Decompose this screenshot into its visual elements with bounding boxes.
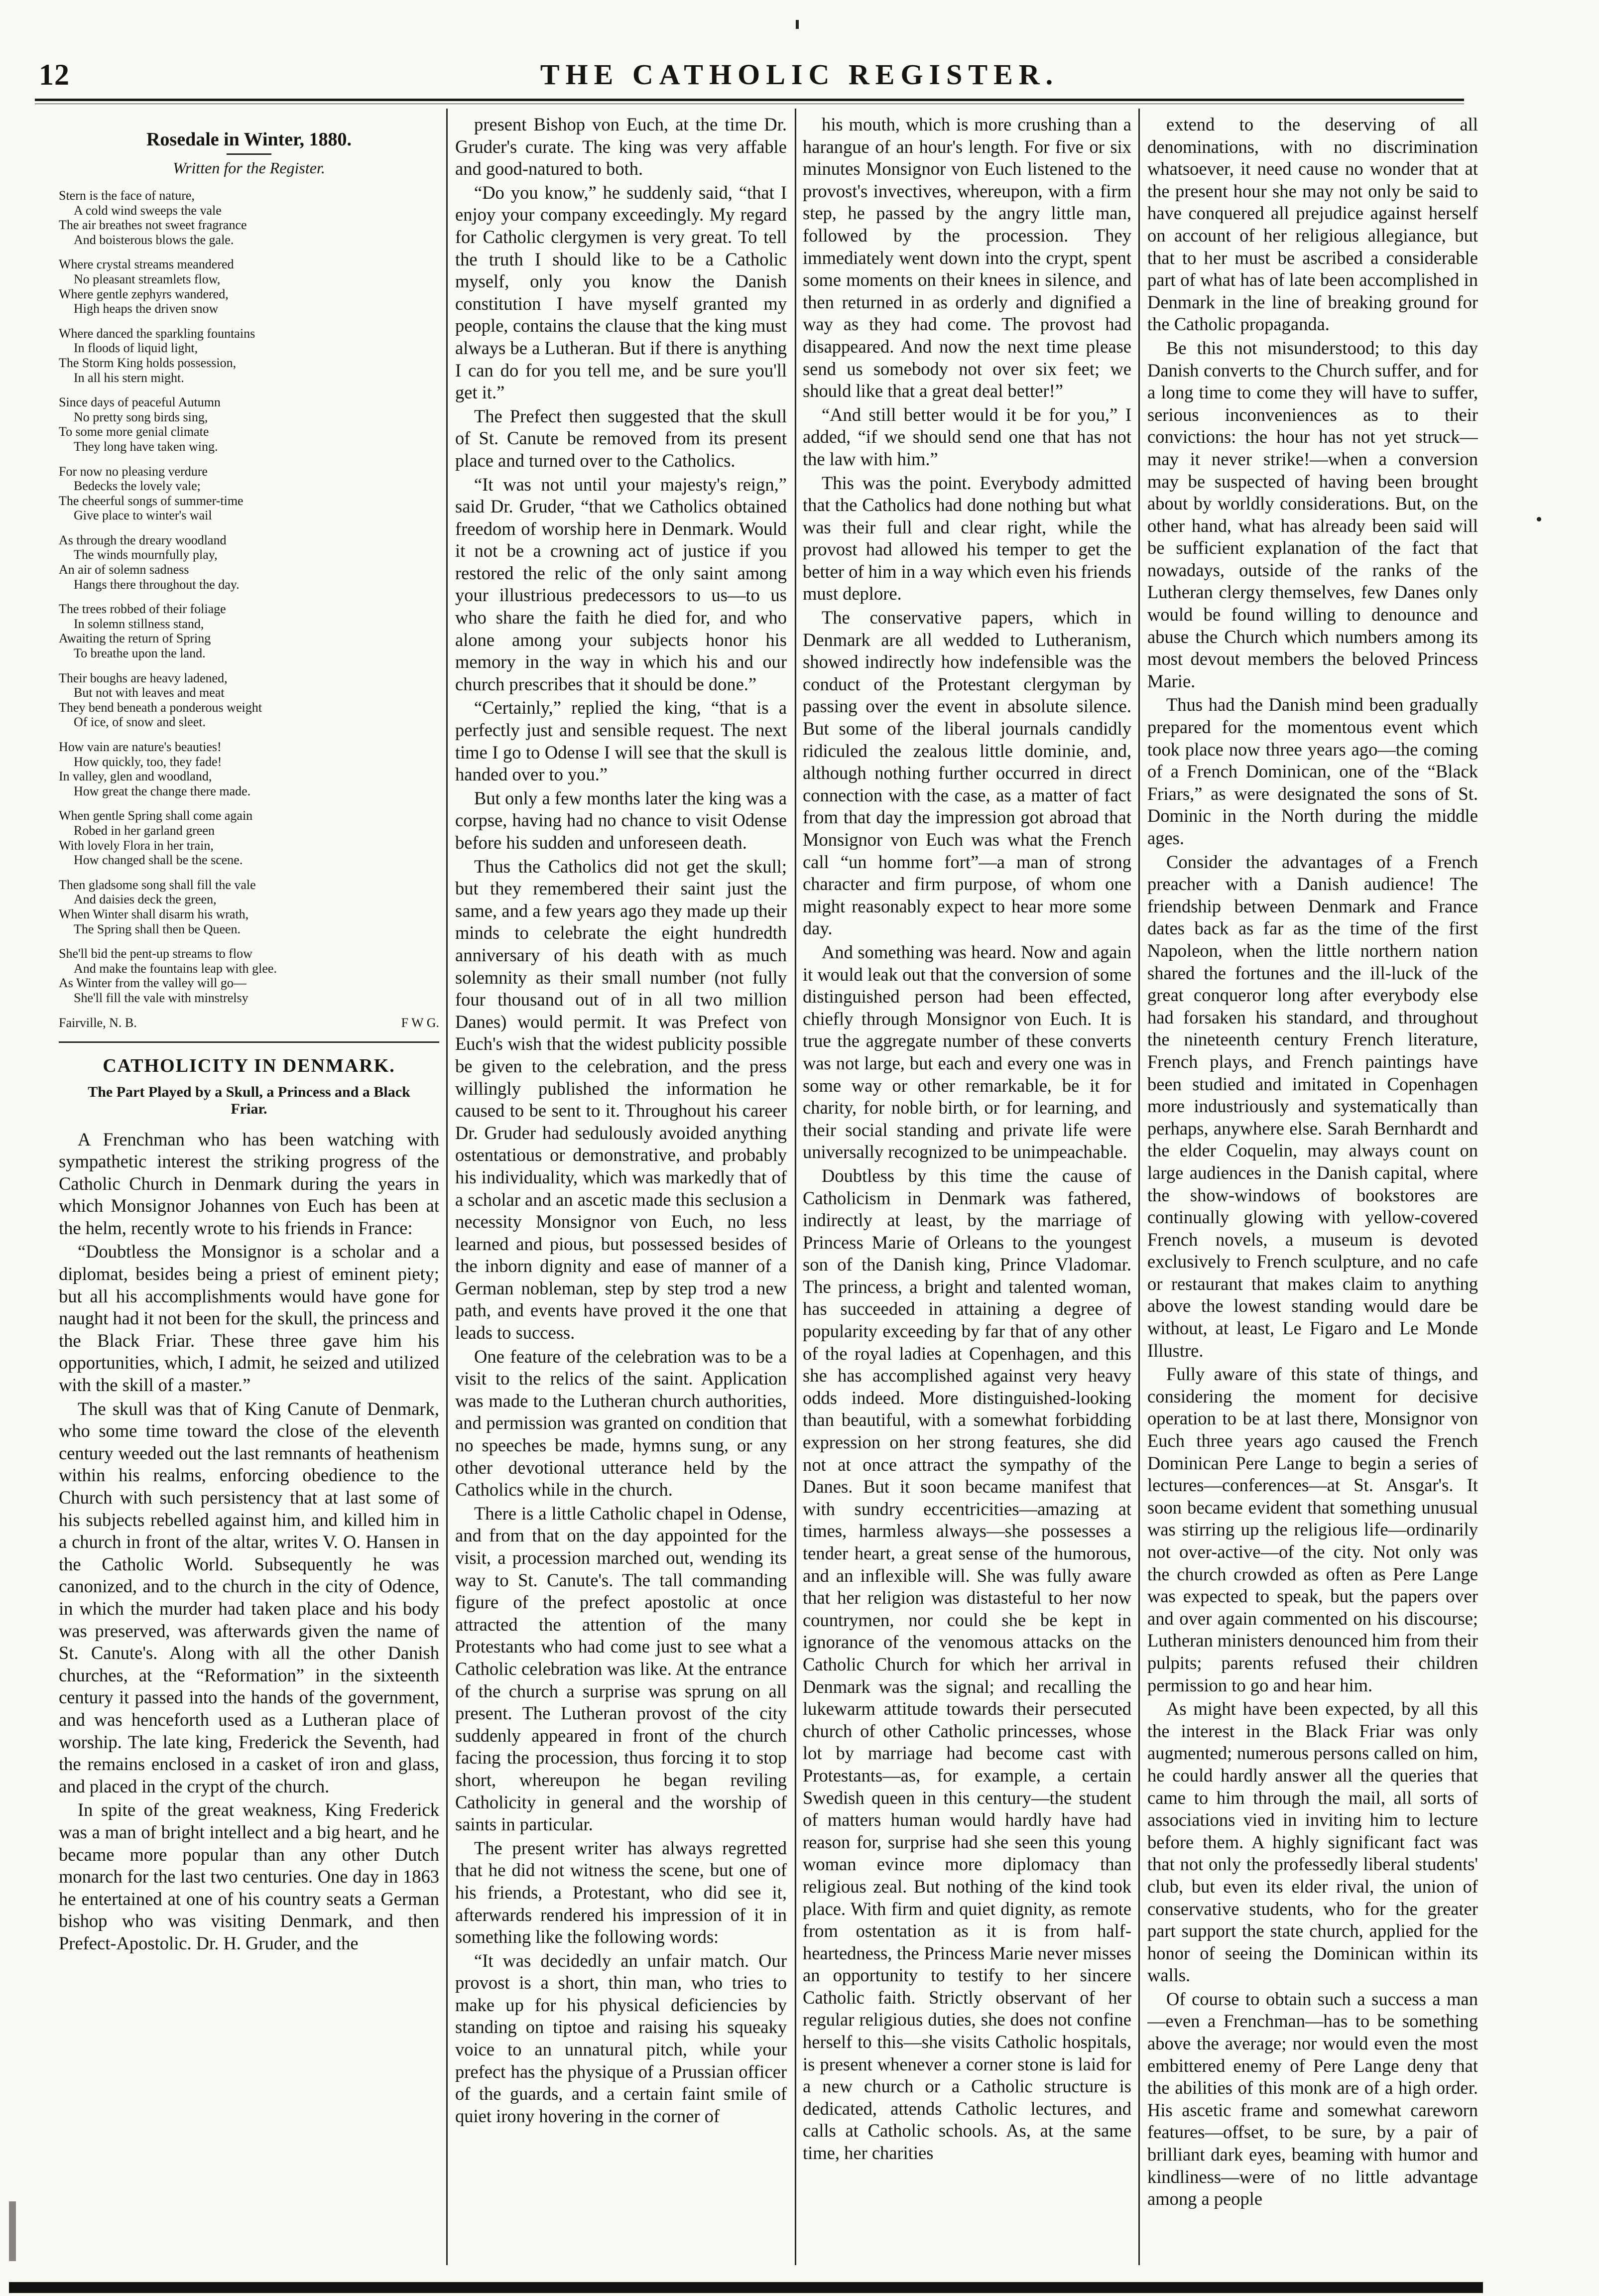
column-1 <box>59 114 439 2275</box>
poem-line: As Winter from the valley will go— <box>59 976 246 991</box>
poem-stanza <box>59 878 439 936</box>
poem-line: Give place to winter's wail <box>74 508 212 523</box>
poem-line: The trees robbed of their foliage <box>59 602 226 617</box>
poem-line: How changed shall be the scene. <box>74 853 243 868</box>
poem-body <box>59 188 439 1006</box>
poem-line: She'll bid the pent-up streams to flow <box>59 946 252 961</box>
poem-stanza <box>59 533 439 592</box>
poem-line: No pleasant streamlets flow, <box>74 271 221 286</box>
poem-line: Where danced the sparkling fountains <box>59 326 255 341</box>
article-paragraph: “It was not until your majesty's reign,” said Dr. Gruder, “that we Catholics obtained freedom of worship here in Denmark. Would it not be a crowning act of justice if you restored the relic of the only saint among your illustrious predecessors to us—to us who share the faith he died for, and who alone among your subjects honor his memory in the way in which his and our church prescribes that it should be done.” <box>455 474 787 694</box>
article-paragraph: present Bishop von Euch, at the time Dr. Gruder's curate. The king was very affable and good-natured to both. <box>455 114 787 179</box>
poem-line: In all his stern might. <box>74 370 184 385</box>
article-paragraph: In spite of the great weakness, King Frederick was a man of bright intellect and a big heart, and he became more popular than any other Dutch monarch for the last two centuries. One day in 1863 he entertained at one of his country seats a German bishop who was visiting Denmark, and then Prefect-Apostolic. Dr. H. Gruder, and the <box>59 1799 439 1953</box>
poem-line: Where crystal streams meandered <box>59 257 234 272</box>
poem-line: The air breathes not sweet fragrance <box>59 218 247 233</box>
poem-line: But not with leaves and meat <box>74 685 225 700</box>
poem-line: And boisterous blows the gale. <box>74 232 234 247</box>
article-paragraph: his mouth, which is more crushing than a harangue of an hour's length. For five or six minutes Monsignor von Euch listened to the provost's invectives, whereupon, with a firm step, he passed by the angry little man, followed by the procession. They immediately went down into the crypt, spent some moments on their knees in silence, and then returned in as orderly and dignified a way as they had come. The provost had disappeared. And now the next time please send us somebody not over six feet; we should like that a great deal better!” <box>803 114 1131 401</box>
poem-line: The cheerful songs of summer-time <box>59 493 244 508</box>
section-rule <box>59 1041 439 1043</box>
article-column-body <box>1147 114 1478 2210</box>
article-paragraph: And something was heard. Now and again it would leak out that the conversion of some distinguished person had been effected, chiefly through Monsignor von Euch. It is true the aggregate number of these converts was not large, but each and every one was in some way or other remarkable, be it for charity, for noble birth, or for learning, and their social standing and private life were universally recognized to be unimpeachable. <box>803 941 1131 1162</box>
article-paragraph: “Certainly,” replied the king, “that is a perfectly just and sensible request. The next time I go to Odense I will see that the skull is handed over to you.” <box>455 697 787 785</box>
poem-line: An air of solemn sadness <box>59 562 189 577</box>
poem-line: How great the change there made. <box>74 783 251 798</box>
column-rule <box>795 109 796 2265</box>
bottom-bleed-bar <box>9 2282 1483 2293</box>
article-paragraph: Thus had the Danish mind been gradually prepared for the momentous event which took place now three years ago—the coming of a French Dominican, one of the “Black Friars,” as were designated the sons of St. Dominic in the North during the middle ages. <box>1147 694 1478 848</box>
article-paragraph: Fully aware of this state of things, and considering the moment for decisive operation to be at last there, Monsignor von Euch three years ago caused the French Dominican Pere Lange to begin a series of lectures—conferences—at St. Ansgar's. It soon became evident that something unusual was stirring up the religious life—ordinarily not over-active—of the city. Not only was the church crowded as often as Pere Lange was expected to speak, but the papers over and over again commented on his discourse; Lutheran ministers denounced him from their pulpits; parents refused their children permission to go and hear him. <box>1147 1364 1478 1695</box>
masthead-rule <box>35 99 1464 101</box>
poem-line: Stern is the face of nature, <box>59 188 195 203</box>
article-paragraph: The conservative papers, which in Denmark are all wedded to Lutheranism, showed indirectly how indefensible was the conduct of the Protestant clergyman by passing over the event in absolute silence. But some of the liberal journals candidly ridiculed the zealous little dominie, and, although nothing further occurred in direct connection with the case, as a matter of fact from that day the impression got abroad that Monsignor von Euch was what the French call “un homme fort”—a man of strong character and firm purpose, of whom one might reasonably expect to hear more some day. <box>803 607 1131 939</box>
article-paragraph: “Do you know,” he suddenly said, “that I enjoy your company exceedingly. My regard for Catholic clergymen is very great. To tell the truth I should like to be a Catholic myself, only you know the Danish constitution I have myself granted my people, contains the clause that the king must always be a Lutheran. But if there is anything I can do for you tell me, and be sure you'll get it.” <box>455 182 787 403</box>
poem-line: To breathe upon the land. <box>74 646 206 661</box>
poem-stanza <box>59 257 439 316</box>
poem-line: Of ice, of snow and sleet. <box>74 715 206 730</box>
article-paragraph: The skull was that of King Canute of Denmark, who some time toward the close of the eleventh century weeded out the last remnants of heathenism within his realms, enforcing obedience to the Church with such persistency that at last some of his subjects rebelled against him, and killed him in a church in front of the altar, writes V. O. Hansen in the Catholic World. Subsequently he was canonized, and to the church in the city of Odence, in which the murder had taken place and his body was preserved, was afterwards given the name of St. Canute's. Along with all the other Danish churches, at the “Reformation” in the sixteenth century it passed into the hands of the government, and was henceforth used as a Lutheran place of worship. The late king, Frederick the Seventh, had the remains enclosed in a casket of iron and glass, and placed in the crypt of the church. <box>59 1398 439 1796</box>
poem-line: Awaiting the return of Spring <box>59 631 211 646</box>
page-edge-smudge <box>9 2201 16 2261</box>
article-paragraph: Doubtless by this time the cause of Catholicism in Denmark was fathered, indirectly at least, by the marriage of Princess Marie of Orleans to the youngest son of the Danish king, Prince Vladomar. The princess, a bright and talented woman, has succeeded in attaining a degree of popularity exceeding by far that of any other of the royal ladies at Copenhagen, and this she has accomplished against very heavy odds indeed. More distinguished-looking than beautiful, with a somewhat forbidding expression on her strong features, she did not at once attract the sympathy of the Danes. But it soon became manifest that with sundry eccentricities—amazing at times, harmless always—she possesses a tender heart, a great sense of the humorous, and an inflexible will. She was fully aware that her religion was distasteful to her now countrymen, nor could she be kept in ignorance of the venomous attacks on the Catholic Church for which her arrival in Denmark was the signal; and recalling the lukewarm attitude towards their persecuted church of other Catholic princesses, whose lot by marriage had become cast with Protestants—as, for example, a certain Swedish queen in this century—the student of matters human would hardly have had reason for, surprise had she seen this young woman evince more diplomacy than religious zeal. But nothing of the kind took place. With firm and quiet dignity, as remote from ostentation as it is from half-heartedness, the Princess Marie never misses an opportunity to testify to her sincere Catholic faith. Strictly observant of her regular religious duties, she does not confine herself to this—she visits Catholic hospitals, is present whenever a corner stone is laid for a new church or a Catholic structure is dedicated, attends Catholic lectures, and calls at Catholic schools. As, at the same time, her charities <box>803 1165 1131 2164</box>
poem-line: The Storm King holds possession, <box>59 355 237 370</box>
poem-line: For now no pleasing verdure <box>59 464 208 479</box>
article-paragraph: Be this not misunderstood; to this day Danish converts to the Church suffer, and for a long time to come they will have to suffer, serious inconveniences as to their convictions: the hour has not yet struck—may it never strike!—when a conversion may be suspected of having been brought about by worldly considerations. But, on the other hand, what has already been said will be sufficient explanation of the fact that nowadays, outside of the ranks of the Lutheran clergy themselves, few Danes only would be found willing to denounce and abuse the Church which numbers among its most devout members the beloved Princess Marie. <box>1147 337 1478 691</box>
poem-stanza <box>59 464 439 523</box>
poem-line: How quickly, too, they fade! <box>74 754 222 769</box>
poem-stanza <box>59 602 439 660</box>
column-2 <box>455 114 787 2275</box>
poem-line: And daisies deck the green, <box>74 892 217 907</box>
article-paragraph: Consider the advantages of a French preacher with a Danish audience! The friendship between Denmark and France dates back as far as the time of the first Napoleon, when the little northern nation shared the fortunes and the ill-luck of the great conqueror long after everybody else had forsaken his standard, and throughout the nineteenth century French literature, French plays, and French paintings have been studied and imitated in Copenhagen more industriously and systematically than perhaps, anywhere else. Sarah Bernhardt and the elder Coquelin, may always count on large audiences in the Danish capital, where the show-windows of bookstores are continually glowing with yellow-covered French novels, a museum is devoted exclusively to French sculpture, and no cafe or restaurant that makes claim to anything above the lowest standing would dare be without, at least, Le Figaro and Le Monde Illustre. <box>1147 851 1478 1361</box>
article-subtitle: The Part Played by a Skull, a Princess and a Black Friar. <box>88 1083 410 1117</box>
article-paragraph: The Prefect then suggested that the skull of St. Canute be removed from its present place and turned over to the Catholics. <box>455 405 787 471</box>
poem-line: When gentle Spring shall come again <box>59 808 253 823</box>
article-paragraph: “It was decidedly an unfair match. Our provost is a short, thin man, who tries to make up for his physical deficiencies by standing on tiptoe and raising his squeaky voice to an unnatural pitch, while your prefect has the physique of a Prussian officer of the guards, and a certain faint smile of quiet irony hovering in the corner of <box>455 1950 787 2126</box>
poem-line: Hangs there throughout the day. <box>74 577 240 592</box>
poem-line: The Spring shall then be Queen. <box>74 921 241 936</box>
article-column-body <box>59 1129 439 1955</box>
poem-stanza <box>59 326 439 385</box>
poem-subtitle: Written for the Register. <box>173 159 325 177</box>
poem-signature <box>59 1016 439 1030</box>
poem-line: A cold wind sweeps the vale <box>74 203 222 218</box>
poem-line: In valley, glen and woodland, <box>59 769 212 784</box>
article-paragraph: “And still better would it be for you,” I added, “if we should send one that has not the law with him.” <box>803 404 1131 469</box>
poem-line: The winds mournfully play, <box>74 547 218 562</box>
article-title: CATHOLICITY IN DENMARK. <box>103 1055 395 1076</box>
article-paragraph: The present writer has always regretted that he did not witness the scene, but one of his friends, a Protestant, who did see it, afterwards rendered his impression of it in something like the following words: <box>455 1837 787 1947</box>
poem-line: In solemn stillness stand, <box>74 616 204 631</box>
article-paragraph: One feature of the celebration was to be a visit to the relics of the saint. Application was made to the Lutheran church authorities, and permission was granted on condition that no speeches be made, hymns sung, or any other devotional utterance held by the Catholics while in the church. <box>455 1346 787 1500</box>
article-paragraph: “Doubtless the Monsignor is a scholar and a diplomat, besides being a priest of eminent piety; but all his accomplishments would have gone for naught had it not been for the skull, the princess and the Black Friar. These three gave him his opportunities, which, I admit, he seized and utilized with the skill of a master.” <box>59 1241 439 1396</box>
article-paragraph: A Frenchman who has been watching with sympathetic interest the striking progress of the Catholic Church in Denmark during the years in which Monsignor Johannes von Euch has been at the helm, recently wrote to his friends in France: <box>59 1129 439 1238</box>
poem-line: Then gladsome song shall fill the vale <box>59 877 256 892</box>
article-paragraph: Thus the Catholics did not get the skull; but they remembered their saint just the same, and a few years ago they made up their minds to celebrate the eight hundredth anniversary of his death with as much solemnity as their small number (not fully four thousand out of in all two million Danes) would permit. It was Prefect von Euch's wish that the widest publicity possible be given to the celebration, and the press willingly published the information he caused to be sent to it. Throughout his career Dr. Gruder had sedulously avoided anything ostentatious or demonstrative, and probably his individuality, which was markedly that of a scholar and an ascetic made this seclusion a necessity Monsignor von Euch, no less learned and pious, but possessed besides of the inborn dignity and ease of manner of a German nobleman, step by step trod a new path, and events have proved it the one that leads to success. <box>455 856 787 1343</box>
poem-stanza <box>59 395 439 454</box>
poem-line: Where gentle zephyrs wandered, <box>59 286 229 301</box>
poem-place: Fairville, N. B. <box>59 1015 137 1030</box>
poem-line: To some more genial climate <box>59 424 209 439</box>
masthead-title: THE CATHOLIC REGISTER. <box>540 58 1059 91</box>
article-column-body <box>803 114 1131 2165</box>
poem-line: They bend beneath a ponderous weight <box>59 700 262 715</box>
page-number: 12 <box>39 58 70 91</box>
poem-line: And make the fountains leap with glee. <box>74 961 277 976</box>
poem-line: In floods of liquid light, <box>74 341 198 356</box>
poem-stanza <box>59 946 439 1005</box>
article-paragraph: extend to the deserving of all denominations, with no discrimination whatsoever, it need cause no wonder that at the present hour she may not only be said to have conquered all prejudice against herself on account of her religious allegiance, but that to her must be ascribed a considerable part of what has of late been accomplished in Denmark in the line of breaking ground for the Catholic propaganda. <box>1147 114 1478 335</box>
column-3 <box>803 114 1131 2275</box>
poem-line: How vain are nature's beauties! <box>59 740 222 754</box>
column-4 <box>1147 114 1478 2275</box>
article-paragraph: But only a few months later the king was a corpse, having had no chance to visit Odense before his sudden and unforeseen death. <box>455 787 787 853</box>
article-paragraph: This was the point. Everybody admitted that the Catholics had done nothing but what was their full and clear right, while the provost had allowed his temper to get the better of him in a way which even his friends must deplore. <box>803 472 1131 604</box>
article-paragraph: There is a little Catholic chapel in Odense, and from that on the day appointed for the visit, a procession marched out, wending its way to St. Canute's. The tall commanding figure of the prefect apostolic at once attracted the attention of the many Protestants who had come just to see what a Catholic celebration was like. At the entrance of the church a surprise was sprung on all present. The Lutheran provost of the city suddenly appeared in front of the church facing the procession, thus forcing it to stop short, whereupon he began reviling Catholicity in general and the worship of saints in particular. <box>455 1503 787 1835</box>
poem-stanza <box>59 671 439 730</box>
ink-speck <box>1537 517 1541 521</box>
poem-line: Bedecks the lovely vale; <box>74 479 201 494</box>
column-rule <box>446 109 448 2265</box>
poem-initials: F W G. <box>401 1015 439 1030</box>
top-mark <box>796 20 799 29</box>
poem-line: They long have taken wing. <box>74 439 218 454</box>
poem-title: Rosedale in Winter, 1880. <box>146 129 352 150</box>
article-paragraph: Of course to obtain such a success a man—even a Frenchman—has to be something above the average; nor would even the most embittered enemy of Pere Lange deny that the abilities of this monk are of a high order. His ascetic frame and somewhat careworn features—offset, to be sure, by a pair of brilliant dark eyes, beaming with humor and kindliness—were of no little advantage among a people <box>1147 1988 1478 2209</box>
poem-title-rule <box>227 153 271 155</box>
article-paragraph: As might have been expected, by all this the interest in the Black Friar was only augmented; numerous persons called on him, he could hardly answer all the queries that came to him through the mail, all sorts of associations vied in inviting him to lecture before them. A highly significant fact was that not only the professedly liberal students' club, but even its elder rival, the union of conservative students, who for the greater part support the state church, applied for the honor of seeing the Dominican within its walls. <box>1147 1698 1478 1986</box>
poem-line: When Winter shall disarm his wrath, <box>59 906 249 921</box>
poem-line: She'll fill the vale with minstrelsy <box>74 990 248 1005</box>
poem-line: Since days of peaceful Autumn <box>59 395 221 410</box>
poem-line: High heaps the driven snow <box>74 301 219 316</box>
poem-line: With lovely Flora in her train, <box>59 838 214 853</box>
poem-stanza <box>59 740 439 798</box>
poem-line: Their boughs are heavy ladened, <box>59 670 228 685</box>
poem-line: As through the dreary woodland <box>59 532 227 547</box>
poem-line: No pretty song birds sing, <box>74 409 208 424</box>
poem-line: Robed in her garland green <box>74 823 215 838</box>
column-rule <box>1138 109 1140 2265</box>
article-column-body <box>455 114 787 2127</box>
poem-stanza <box>59 808 439 867</box>
poem-stanza <box>59 188 439 247</box>
